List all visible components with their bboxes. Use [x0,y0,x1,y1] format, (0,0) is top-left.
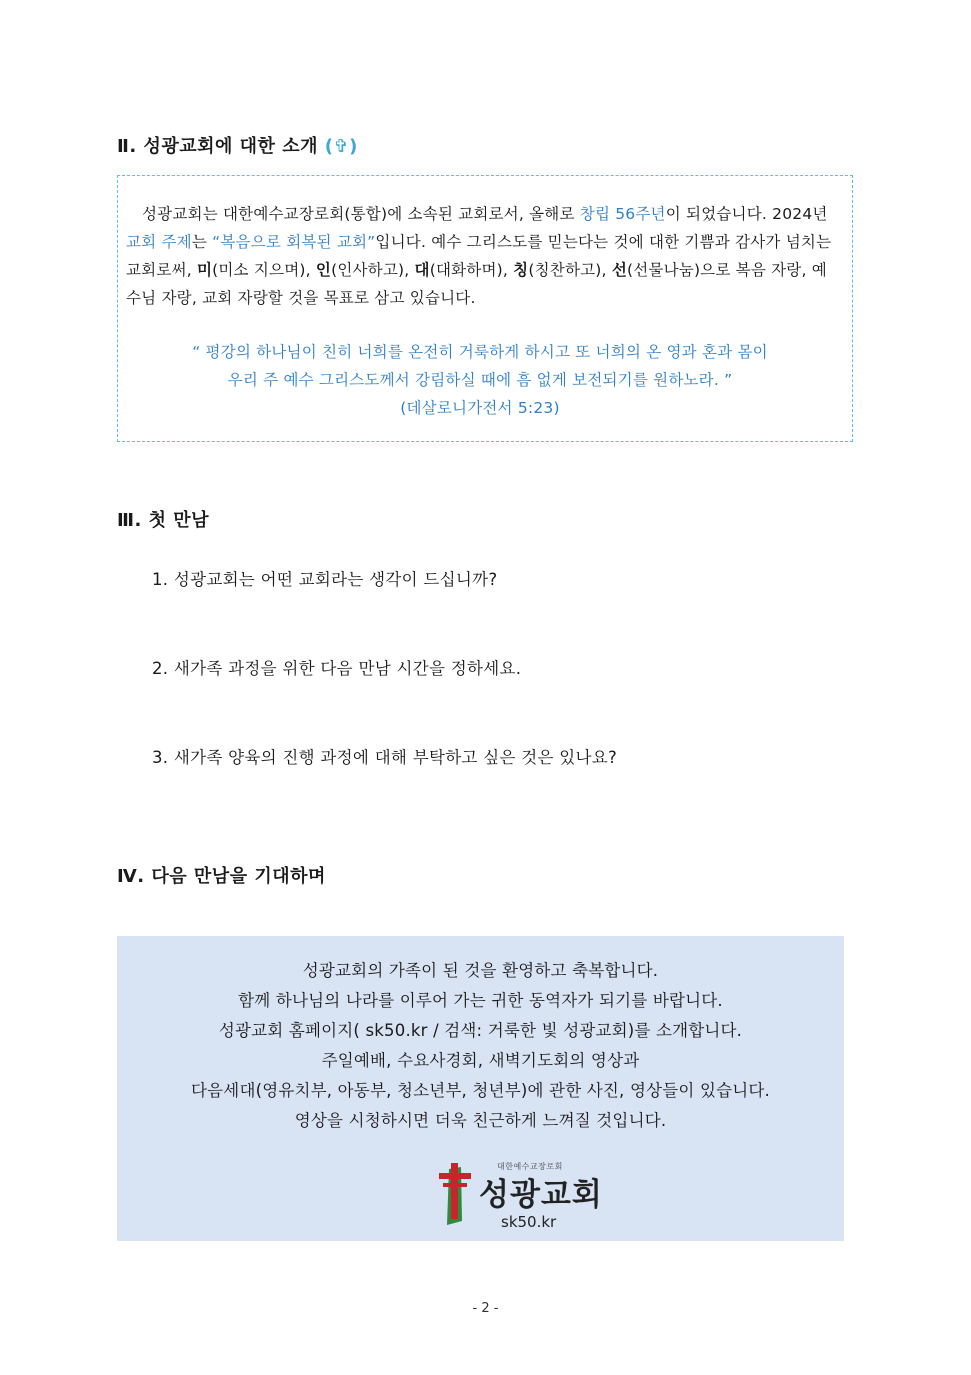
intro-text: 이 되었습니다. 2024년 [665,205,828,223]
page-number: - 2 - [472,1301,499,1316]
church-cross-logo-icon [435,1163,475,1225]
verse-line-1: “ 평강의 하나님이 친히 너희를 온전히 거룩하게 하시고 또 너희의 온 영과 혼과 몸이 [192,343,768,361]
section-4-heading: Ⅳ. 다음 만남을 기대하며 [117,866,326,887]
intro-highlight-theme-label: 교회 주제 [126,233,192,251]
church-logo [435,1161,605,1233]
intro-text: (미소 지으며), [212,261,316,279]
intro-text: (대화하며), [429,261,514,279]
church-intro-box [117,175,853,442]
church-intro-paragraph [126,200,834,312]
intro-text: (인사하고), [331,261,415,279]
intro-highlight-theme: “복음으로 회복된 교회” [212,233,376,251]
logo-denomination-text: 대한예수교장로회 [497,1162,563,1171]
welcome-box [117,936,844,1241]
question-3: 3. 새가족 양육의 진행 과정에 대해 부탁하고 싶은 것은 있나요? [152,748,618,767]
intro-text: (칭찬하고), [528,261,612,279]
intro-bold-seon: 선 [611,261,627,279]
verse-line-2: 우리 주 예수 그리스도께서 강림하실 때에 흠 없게 보전되기를 원하노라. ” [227,371,733,389]
section-2-heading [117,132,358,158]
intro-bold-ching: 칭 [513,261,529,279]
intro-bold-mi: 미 [196,261,213,279]
logo-church-name: 성광교회 [479,1177,603,1213]
question-2: 2. 새가족 과정을 위한 다음 만남 시간을 정하세요. [152,659,522,678]
welcome-line-1: 성광교회의 가족이 된 것을 환영하고 축복합니다. [302,961,659,980]
intro-bold-in: 인 [315,261,332,279]
cross-icon: (✞) [324,136,358,157]
intro-bold-dae: 대 [414,261,430,279]
welcome-line-3: 성광교회 홈페이지( sk50.kr / 검색: 거룩한 빛 성광교회)를 소개합니다. [218,1021,743,1040]
welcome-line-5: 다음세대(영유치부, 아동부, 청소년부, 청년부)에 관한 사진, 영상들이 있습니다. [191,1081,770,1100]
bible-verse [126,338,834,422]
intro-text: 성광교회는 대한예수교장로회(통합)에 소속된 교회로서, 올해로 [142,205,580,223]
intro-text: 는 [191,233,213,251]
section-3-heading: Ⅲ. 첫 만남 [117,510,210,531]
welcome-line-4: 주일예배, 수요사경회, 새벽기도회의 영상과 [321,1051,640,1070]
welcome-line-6: 영상을 시청하시면 더욱 친근하게 느껴질 것입니다. [294,1111,667,1130]
question-1: 1. 성광교회는 어떤 교회라는 생각이 드십니까? [152,570,498,589]
welcome-line-2: 함께 하나님의 나라를 이루어 가는 귀한 동역자가 되기를 바랍니다. [238,991,723,1010]
intro-text: 입니다. 예수 그리스도를 믿는다는 것에 대한 기쁨과 감사가 넘치는 교회로써, [126,233,832,279]
verse-reference: (데살로니가전서 5:23) [400,399,560,417]
intro-text: (선물나눔)으로 복음 자랑, 예수님 자랑, 교회 자랑할 것을 목표로 삼고 있습니다. [126,261,827,307]
section-2-title: Ⅱ. 성광교회에 대한 소개 [117,136,318,157]
logo-url: sk50.kr [501,1213,557,1231]
intro-highlight-anniversary: 창립 56주년 [579,205,666,223]
